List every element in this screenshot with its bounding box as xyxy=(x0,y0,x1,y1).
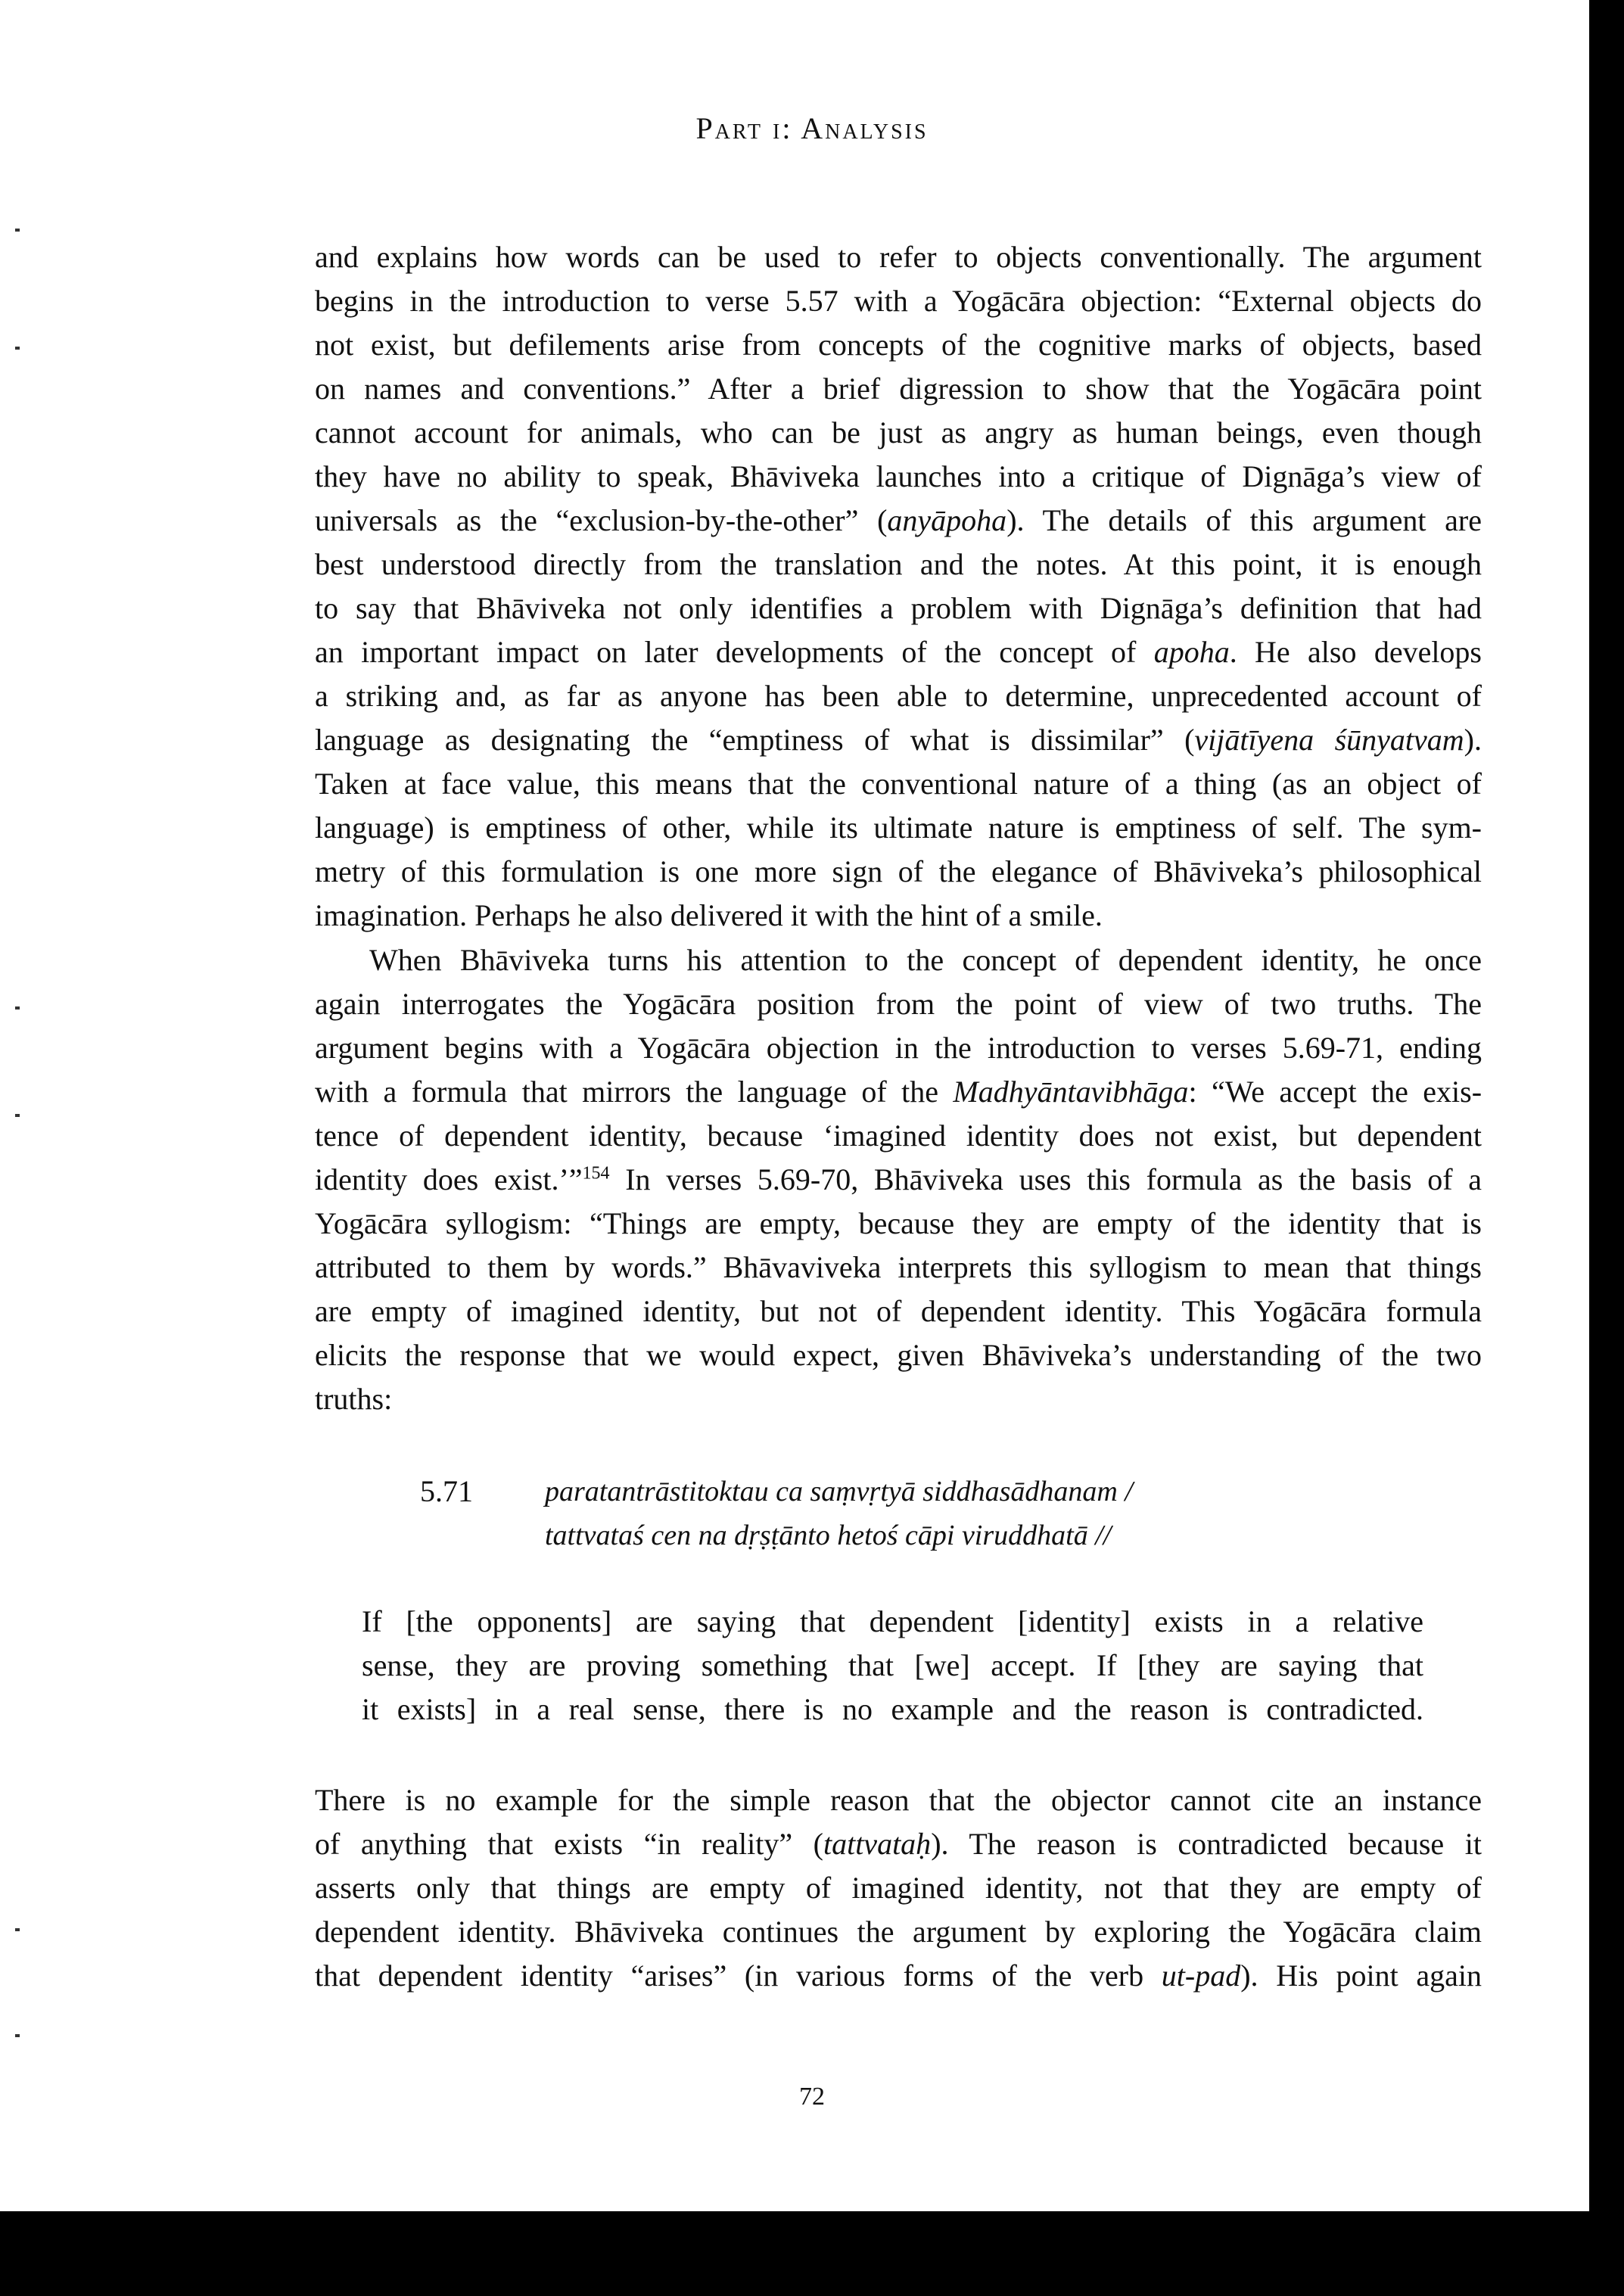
scan-speck xyxy=(15,2034,20,2037)
text-line xyxy=(315,499,1482,543)
text-run: When Bhāviveka turns his attention to the concept of dependent identity, he once xyxy=(369,943,1482,977)
text-run: best understood directly from the translation and the notes. At this point, it is enough xyxy=(315,547,1482,581)
text-run: with a formula that mirrors the language of the xyxy=(315,1075,954,1109)
text-run: elicits the response that we would expect, given Bhāviveka’s understanding of the two xyxy=(315,1338,1482,1372)
italic-term: ut-pad xyxy=(1161,1958,1241,1993)
text-line xyxy=(315,1158,1482,1202)
text-line xyxy=(362,1688,1423,1731)
text-run: universals as the “exclusion-by-the-other” ( xyxy=(315,503,888,537)
text-run: are empty of imagined identity, but not of dependent identity. This Yogācāra formula xyxy=(315,1294,1482,1328)
text-run: argument begins with a Yogācāra objection in the introduction to verses 5.69-71, ending xyxy=(315,1031,1482,1065)
text-line xyxy=(315,1910,1482,1954)
text-run: to say that Bhāviveka not only identifies a problem with Dignāga’s definition that had xyxy=(315,591,1482,625)
text-line xyxy=(315,279,1482,323)
text-line xyxy=(315,586,1482,630)
scan-speck xyxy=(15,347,20,350)
text-run: : “We accept the exis- xyxy=(1188,1075,1482,1109)
text-line xyxy=(315,630,1482,674)
italic-term: Madhyāntavibhāga xyxy=(953,1075,1189,1109)
text-line xyxy=(315,894,1482,938)
text-run: they have no ability to speak, Bhāviveka launches into a critique of Dignāga’s view of xyxy=(315,459,1482,493)
footnote-ref: 154 xyxy=(582,1163,610,1184)
text-line xyxy=(315,1954,1482,1998)
text-line xyxy=(362,1644,1423,1688)
text-run: language as designating the “emptiness of what is dissimilar” ( xyxy=(315,723,1195,757)
text-run: ). xyxy=(1464,723,1482,757)
text-line xyxy=(315,1202,1482,1246)
text-run: of anything that exists “in reality” ( xyxy=(315,1827,823,1861)
text-line xyxy=(315,1866,1482,1910)
text-run: it exists] in a real sense, there is no example and the reason is contradicted. xyxy=(362,1692,1423,1726)
text-line xyxy=(315,1246,1482,1290)
text-run: not exist, but defilements arise from concepts of the cognitive marks of objects, based xyxy=(315,328,1482,362)
text-run: begins in the introduction to verse 5.57 with a Yogācāra objection: “External objects do xyxy=(315,284,1482,318)
italic-term: anyāpoha xyxy=(887,503,1007,537)
text-run: ). His point again xyxy=(1240,1958,1482,1993)
verse-number: 5.71 xyxy=(420,1474,473,1508)
paragraph-3 xyxy=(315,1778,1482,1998)
text-line xyxy=(315,323,1482,367)
text-line xyxy=(315,411,1482,455)
text-run: tence of dependent identity, because ‘imagined identity does not exist, but dependent xyxy=(315,1118,1482,1153)
text-line xyxy=(315,1778,1482,1822)
text-line xyxy=(315,1070,1482,1114)
text-line xyxy=(315,718,1482,762)
text-run: . He also develops xyxy=(1229,635,1482,669)
text-run: language) is emptiness of other, while its ultimate nature is emptiness of self. The sym- xyxy=(315,810,1482,845)
scan-speck xyxy=(15,1114,20,1117)
running-head: Part i: Analysis xyxy=(695,111,929,145)
scan-edge-right xyxy=(1589,0,1624,2296)
italic-term: vijātīyena śūnyatvam xyxy=(1194,723,1464,757)
text-line xyxy=(315,674,1482,718)
text-line xyxy=(315,543,1482,586)
text-run: dependent identity. Bhāviveka continues the argument by exploring the Yogācāra claim xyxy=(315,1915,1482,1949)
text-run: identity does exist.’” xyxy=(315,1162,583,1196)
text-run: attributed to them by words.” Bhāvaviveka interprets this syllogism to mean that things xyxy=(315,1250,1482,1284)
text-run: asserts only that things are empty of imagined identity, not that they are empty of xyxy=(315,1871,1482,1905)
text-line xyxy=(315,1377,1482,1421)
text-run: If [the opponents] are saying that dependent [identity] exists in a relative xyxy=(362,1604,1423,1638)
text-line xyxy=(315,982,1482,1026)
scan-speck xyxy=(15,1928,20,1931)
text-run: an important impact on later developments of the concept of xyxy=(315,635,1154,669)
text-run: again interrogates the Yogācāra position from the point of view of two truths. The xyxy=(315,987,1482,1021)
scan-edge-bottom xyxy=(0,2211,1624,2296)
scan-speck xyxy=(15,1006,20,1010)
text-line xyxy=(315,1114,1482,1158)
verse-line: paratantrāstitoktau ca saṃvṛtyā siddhasādhanam / xyxy=(545,1476,1133,1507)
verse-text xyxy=(545,1470,1133,1557)
paragraph-2 xyxy=(315,938,1482,1421)
text-run: sense, they are proving something that [we] accept. If [they are saying that xyxy=(362,1648,1423,1682)
text-line xyxy=(315,806,1482,850)
verse-line: tattvataś cen na dṛṣṭānto hetoś cāpi viruddhatā // xyxy=(545,1520,1112,1551)
text-line xyxy=(315,367,1482,411)
page-number: 72 xyxy=(799,2083,825,2111)
text-run: There is no example for the simple reason that the objector cannot cite an instance xyxy=(315,1783,1482,1817)
text-run: Yogācāra syllogism: “Things are empty, because they are empty of the identity that is xyxy=(315,1206,1482,1240)
text-run: In verses 5.69-70, Bhāviveka uses this formula as the basis of a xyxy=(609,1162,1482,1196)
text-line xyxy=(315,938,1482,982)
text-run: and explains how words can be used to refer to objects conventionally. The argument xyxy=(315,240,1482,274)
text-run: ). The details of this argument are xyxy=(1006,503,1482,537)
text-run: truths: xyxy=(315,1382,393,1416)
text-line xyxy=(315,762,1482,806)
text-run: that dependent identity “arises” (in various forms of the verb xyxy=(315,1958,1162,1993)
text-line xyxy=(315,850,1482,894)
italic-term: tattvataḥ xyxy=(823,1827,932,1861)
text-run: metry of this formulation is one more sign of the elegance of Bhāviveka’s philosophical xyxy=(315,854,1482,888)
text-run: ). The reason is contradicted because it xyxy=(931,1827,1482,1861)
scan-speck xyxy=(15,229,20,232)
text-run: cannot account for animals, who can be just as angry as human beings, even though xyxy=(315,415,1482,450)
text-run: imagination. Perhaps he also delivered it with the hint of a smile. xyxy=(315,898,1103,932)
text-line xyxy=(315,235,1482,279)
text-line xyxy=(315,1333,1482,1377)
text-line xyxy=(315,455,1482,499)
italic-term: apoha xyxy=(1153,635,1230,669)
text-run: Taken at face value, this means that the conventional nature of a thing (as an object of xyxy=(315,767,1482,801)
paragraph-1 xyxy=(315,235,1482,938)
text-line xyxy=(315,1290,1482,1333)
text-run: on names and conventions.” After a brief digression to show that the Yogācāra point xyxy=(315,372,1482,406)
text-line xyxy=(315,1822,1482,1866)
text-line xyxy=(315,1026,1482,1070)
text-run: a striking and, as far as anyone has been able to determine, unprecedented account of xyxy=(315,679,1482,713)
text-line xyxy=(362,1600,1423,1644)
verse-translation xyxy=(362,1600,1423,1731)
